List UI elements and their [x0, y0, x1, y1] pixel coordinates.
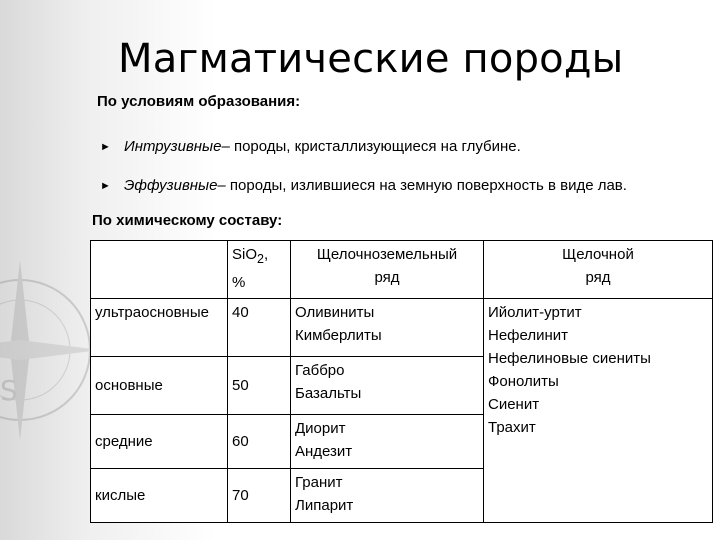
text-intrusive: – породы, кристаллизующиеся на глубине.	[221, 138, 521, 155]
formation-heading: По условиям образования:	[97, 93, 301, 110]
sio2-cell: 50	[228, 357, 291, 415]
svg-text:S: S	[0, 374, 18, 407]
term-intrusive: Интрузивные	[124, 138, 222, 155]
alkaline-rocks-cell: Ийолит-уртит Нефелинит Нефелиновые сиениты Фонолиты Сиенит Трахит	[484, 299, 713, 523]
rock-type-cell: ультраосновные	[91, 299, 228, 357]
alkaline-earth-cell: Гранит Липарит	[291, 469, 484, 523]
rock-type-cell: средние	[91, 415, 228, 469]
header-alkaline: Щелочной ряд	[484, 241, 713, 299]
header-empty-cell	[91, 241, 228, 299]
header-sio2: SiO$_2$, %	[228, 241, 291, 299]
bullet-arrow-icon: ►	[100, 179, 111, 192]
alkaline-earth-cell: Оливиниты Кимберлиты	[291, 299, 484, 357]
term-effusive: Эффузивные	[124, 177, 218, 194]
chemistry-heading: По химическому составу:	[92, 212, 283, 229]
bullet-arrow-icon: ►	[100, 140, 111, 153]
alkaline-earth-cell: Габбро Базальты	[291, 357, 484, 415]
text-effusive: – породы, излившиеся на земную поверхность в виде лав.	[217, 177, 627, 194]
table-row	[91, 299, 713, 357]
list-item-intrusive	[100, 138, 521, 155]
alkaline-earth-cell: Диорит Андезит	[291, 415, 484, 469]
list-item-effusive	[100, 177, 627, 194]
sio2-cell: 60	[228, 415, 291, 469]
sio2-cell: 40	[228, 299, 291, 357]
header-alkaline-earth: Щелочноземельный ряд	[291, 241, 484, 299]
table-header-row	[91, 241, 713, 299]
rock-type-cell: кислые	[91, 469, 228, 523]
rocks-table	[90, 240, 713, 523]
rock-type-cell: основные	[91, 357, 228, 415]
page-title: Магматические породы	[118, 36, 624, 82]
sio2-cell: 70	[228, 469, 291, 523]
